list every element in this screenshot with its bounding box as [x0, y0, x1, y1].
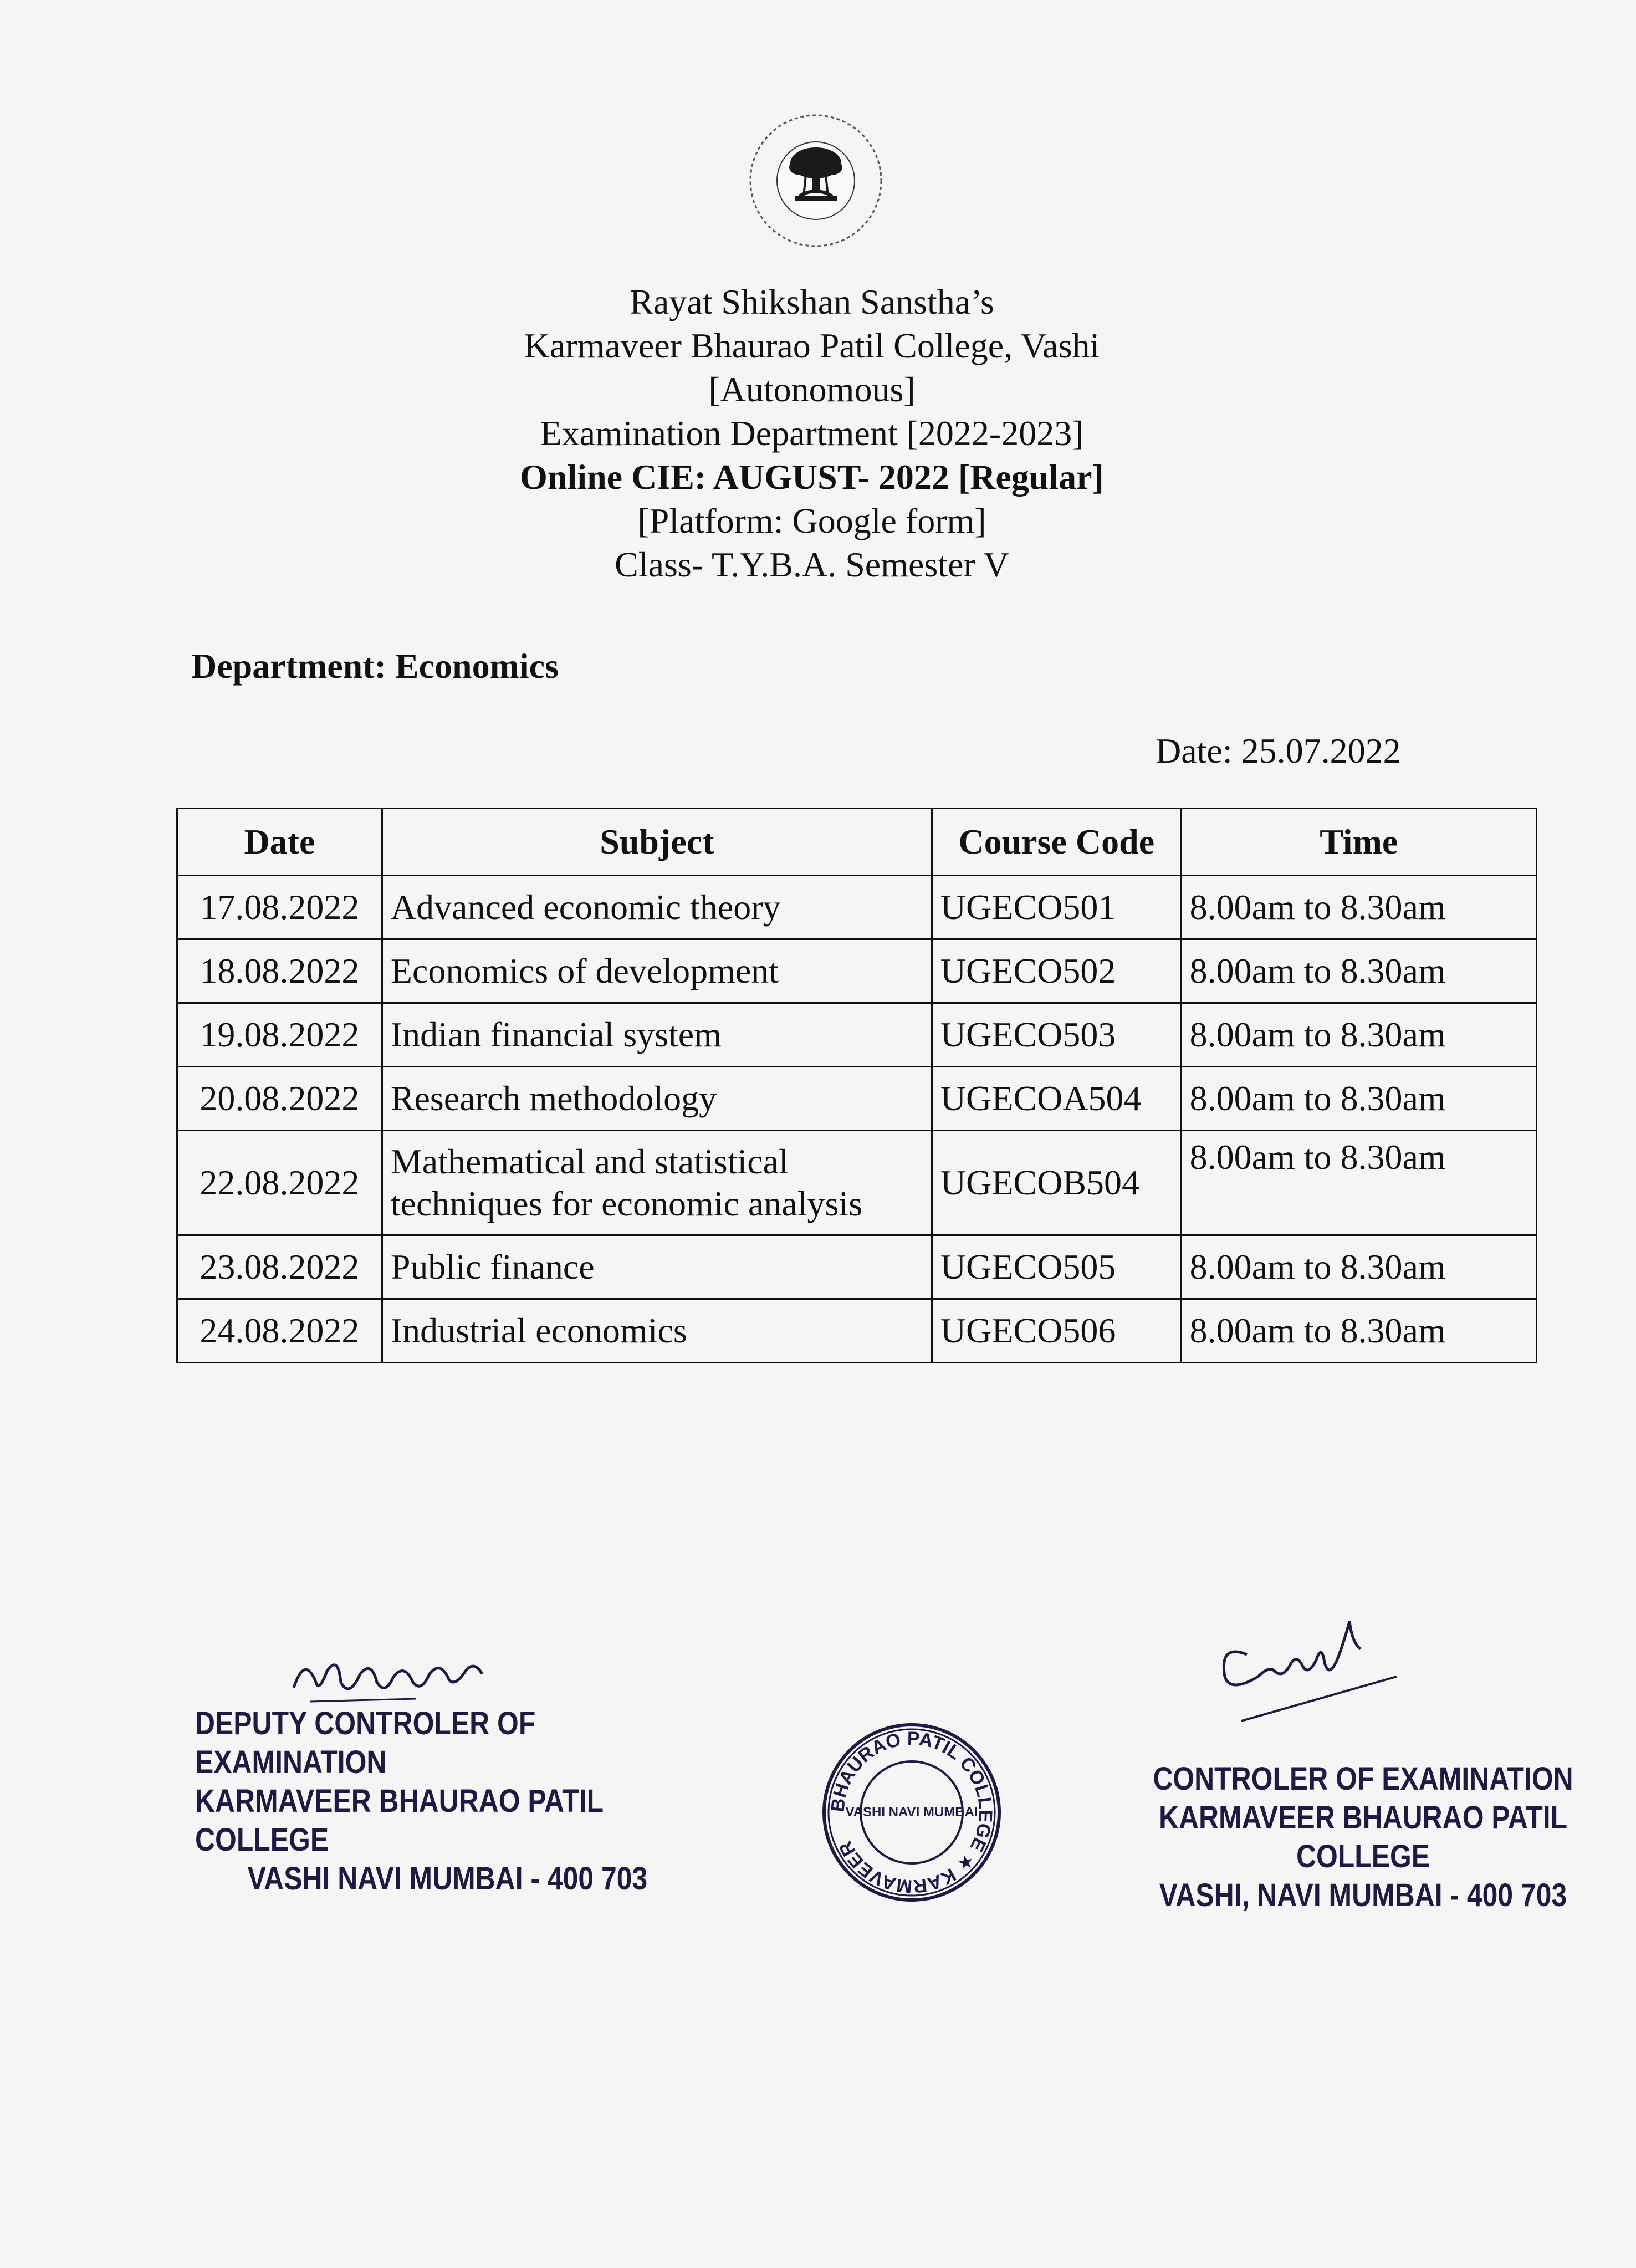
department-year: Examination Department [2022-2023]	[540, 413, 1084, 453]
row-subject: Public finance	[382, 1235, 932, 1299]
seal-inner-text: VASHI NAVI MUMBAI	[845, 1805, 978, 1820]
table-row	[177, 1067, 1537, 1131]
row-time: 8.00am to 8.30am	[1181, 1299, 1536, 1363]
exam-title: Online CIE: AUGUST- 2022 [Regular]	[520, 457, 1104, 497]
deputy-controller-college: KARMAVEER BHAURAO PATIL COLLEGE	[195, 1783, 604, 1858]
row-date: 20.08.2022	[177, 1067, 382, 1131]
table-header-row	[177, 809, 1537, 876]
row-date: 19.08.2022	[177, 1003, 382, 1067]
row-time: 8.00am to 8.30am	[1181, 1067, 1536, 1131]
row-course-code: UGECO505	[932, 1235, 1181, 1299]
row-time: 8.00am to 8.30am	[1181, 1235, 1536, 1299]
deputy-controller-address: VASHI NAVI MUMBAI - 400 703	[247, 1861, 648, 1897]
controller-block	[1089, 1760, 1636, 1915]
organization-name: Rayat Shikshan Sanstha’s	[630, 282, 994, 321]
college-name: Karmaveer Bhaurao Patil College, Vashi	[524, 326, 1100, 365]
autonomous-label: [Autonomous]	[708, 370, 916, 409]
controller-address: VASHI, NAVI MUMBAI - 400 703	[1159, 1877, 1567, 1913]
row-subject: Industrial economics	[382, 1299, 932, 1363]
exam-schedule-table	[176, 808, 1537, 1363]
row-subject: Economics of development	[382, 939, 932, 1003]
deputy-controller-title: DEPUTY CONTROLER OF EXAMINATION	[195, 1705, 536, 1780]
row-time: 8.00am to 8.30am	[1181, 876, 1536, 939]
row-course-code: UGECOB504	[932, 1131, 1181, 1235]
deputy-controller-block	[195, 1704, 729, 1898]
header-subject: Subject	[382, 809, 932, 876]
row-time: 8.00am to 8.30am	[1181, 1003, 1536, 1067]
platform-label: [Platform: Google form]	[637, 501, 986, 540]
row-course-code: UGECOA504	[932, 1067, 1181, 1131]
college-seal-stamp	[820, 1721, 1003, 1904]
table-row	[177, 1235, 1537, 1299]
row-subject: Advanced economic theory	[382, 876, 932, 939]
seal-outer-text: BHAURAO PATIL COLLEGE ★ KARMAVEER	[827, 1728, 996, 1897]
row-date: 17.08.2022	[177, 876, 382, 939]
table-row	[177, 1003, 1537, 1067]
header-time: Time	[1181, 809, 1536, 876]
row-subject: Indian financial system	[382, 1003, 932, 1067]
table-row	[177, 876, 1537, 939]
table-row	[177, 1131, 1537, 1235]
table-row	[177, 1299, 1537, 1363]
row-course-code: UGECO502	[932, 939, 1181, 1003]
row-date: 22.08.2022	[177, 1131, 382, 1235]
row-date: 24.08.2022	[177, 1299, 382, 1363]
row-subject: Mathematical and statistical techniques for economic analysis	[382, 1131, 932, 1235]
document-header	[388, 280, 1236, 586]
row-date: 23.08.2022	[177, 1235, 382, 1299]
controller-title: CONTROLER OF EXAMINATION	[1153, 1761, 1573, 1797]
document-date: Date: 25.07.2022	[1156, 731, 1401, 770]
class-label: Class- T.Y.B.A. Semester V	[615, 545, 1009, 584]
row-course-code: UGECO501	[932, 876, 1181, 939]
row-course-code: UGECO506	[932, 1299, 1181, 1363]
deputy-controller-signature	[288, 1649, 488, 1710]
header-date: Date	[177, 809, 382, 876]
controller-college: KARMAVEER BHAURAO PATIL COLLEGE	[1158, 1800, 1568, 1874]
row-time: 8.00am to 8.30am	[1181, 939, 1536, 1003]
controller-signature	[1208, 1610, 1430, 1726]
header-course-code: Course Code	[932, 809, 1181, 876]
table-row	[177, 939, 1537, 1003]
row-course-code: UGECO503	[932, 1003, 1181, 1067]
institution-logo	[733, 98, 899, 264]
row-subject: Research methodology	[382, 1067, 932, 1131]
row-time: 8.00am to 8.30am	[1181, 1131, 1536, 1235]
row-date: 18.08.2022	[177, 939, 382, 1003]
department-label: Department: Economics	[191, 646, 559, 686]
